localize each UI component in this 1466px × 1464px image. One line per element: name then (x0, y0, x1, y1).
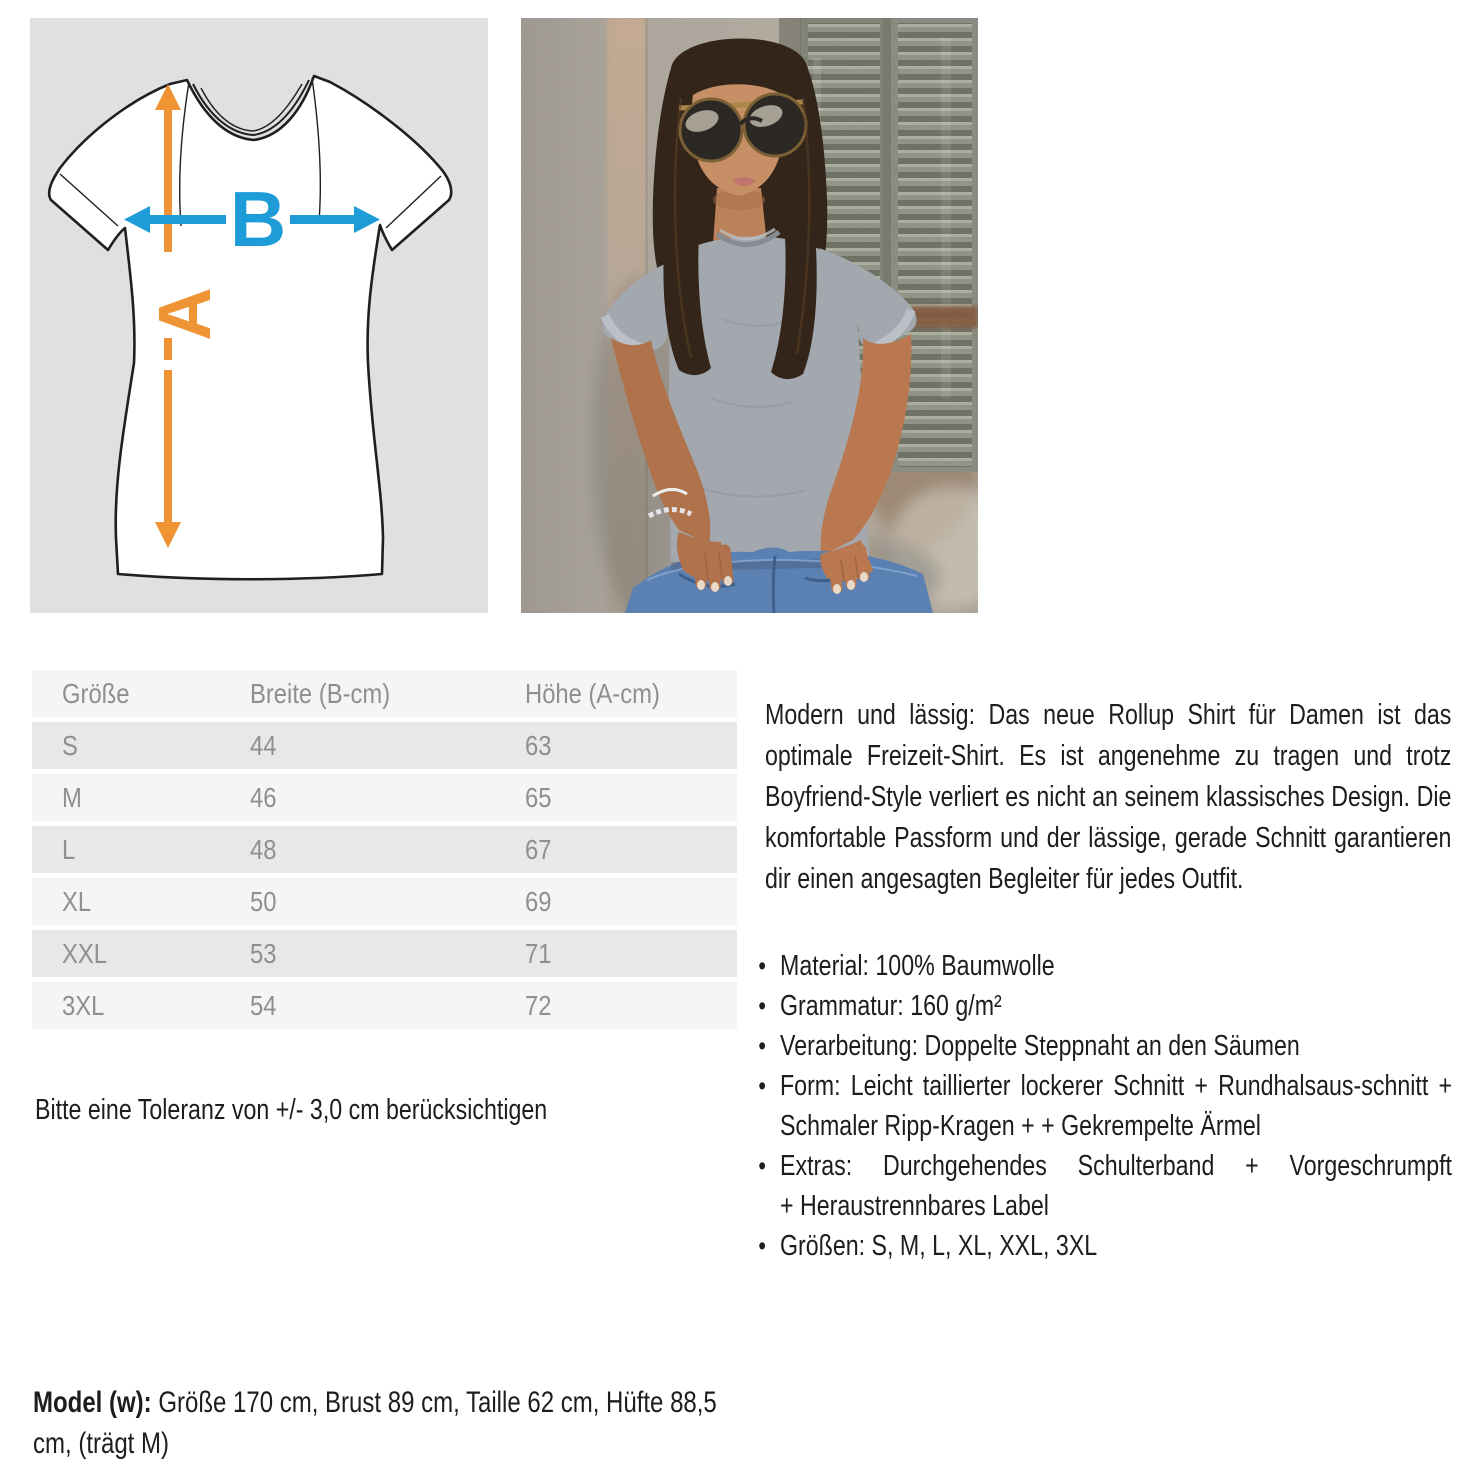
feature-grammage: • Grammatur: 160 g/m² (748, 986, 1452, 1026)
feature-material: • Material: 100% Baumwolle (748, 946, 1452, 986)
label-b: B (229, 175, 287, 263)
table-row: S 44 63 (32, 722, 737, 769)
model-photo-illustration (521, 18, 978, 613)
product-feature-list (748, 946, 1452, 1266)
tolerance-note: Bitte eine Toleranz von +/- 3,0 cm berücksichtigen (35, 1094, 548, 1126)
table-row: XL 50 69 (32, 878, 737, 925)
table-row: XXL 53 71 (32, 930, 737, 977)
feature-extras: • Extras: Durchgehendes Schulterband + Vorgeschrumpft + Heraustrennbares Label (748, 1146, 1452, 1226)
col-header-size: Größe (62, 678, 130, 709)
label-a: A (143, 287, 226, 341)
col-header-height: Höhe (A-cm) (525, 678, 660, 709)
product-description: Modern und lässig: Das neue Rollup Shirt für Damen ist das optimale Freizeit-Shirt. Es ist angenehme zu tragen und trotz Boyfriend-Style verliert es nicht an seinem klassisches Design. Die komfortable Passform und der lässige, gerade Schnitt garantieren dir einen angesagten Begleiter für jedes Outfit. (765, 699, 1452, 895)
model-measurements (33, 1382, 753, 1464)
table-row: 3XL 54 72 (32, 982, 737, 1029)
tshirt-outline (49, 76, 451, 579)
model-photo (521, 18, 978, 613)
size-table (32, 670, 737, 1034)
model-text: Größe 170 cm, Brust 89 cm, Taille 62 cm, Hüfte 88,5 cm, (trägt M) (33, 1386, 717, 1460)
model-label: Model (w): (33, 1386, 152, 1419)
size-diagram-panel (30, 18, 488, 613)
tshirt-measure-diagram-icon (30, 18, 488, 613)
table-row: M 46 65 (32, 774, 737, 821)
feature-form: • Form: Leicht taillierter lockerer Schnitt + Rundhalsaus-schnitt + Schmaler Ripp-Kragen + + Gekrempelte Ärmel (748, 1066, 1452, 1146)
col-header-width: Breite (B-cm) (250, 678, 391, 709)
table-row: L 48 67 (32, 826, 737, 873)
feature-finishing: • Verarbeitung: Doppelte Steppnaht an den Säumen (748, 1026, 1452, 1066)
size-table-header (32, 670, 737, 717)
feature-sizes: • Größen: S, M, L, XL, XXL, 3XL (748, 1226, 1452, 1266)
